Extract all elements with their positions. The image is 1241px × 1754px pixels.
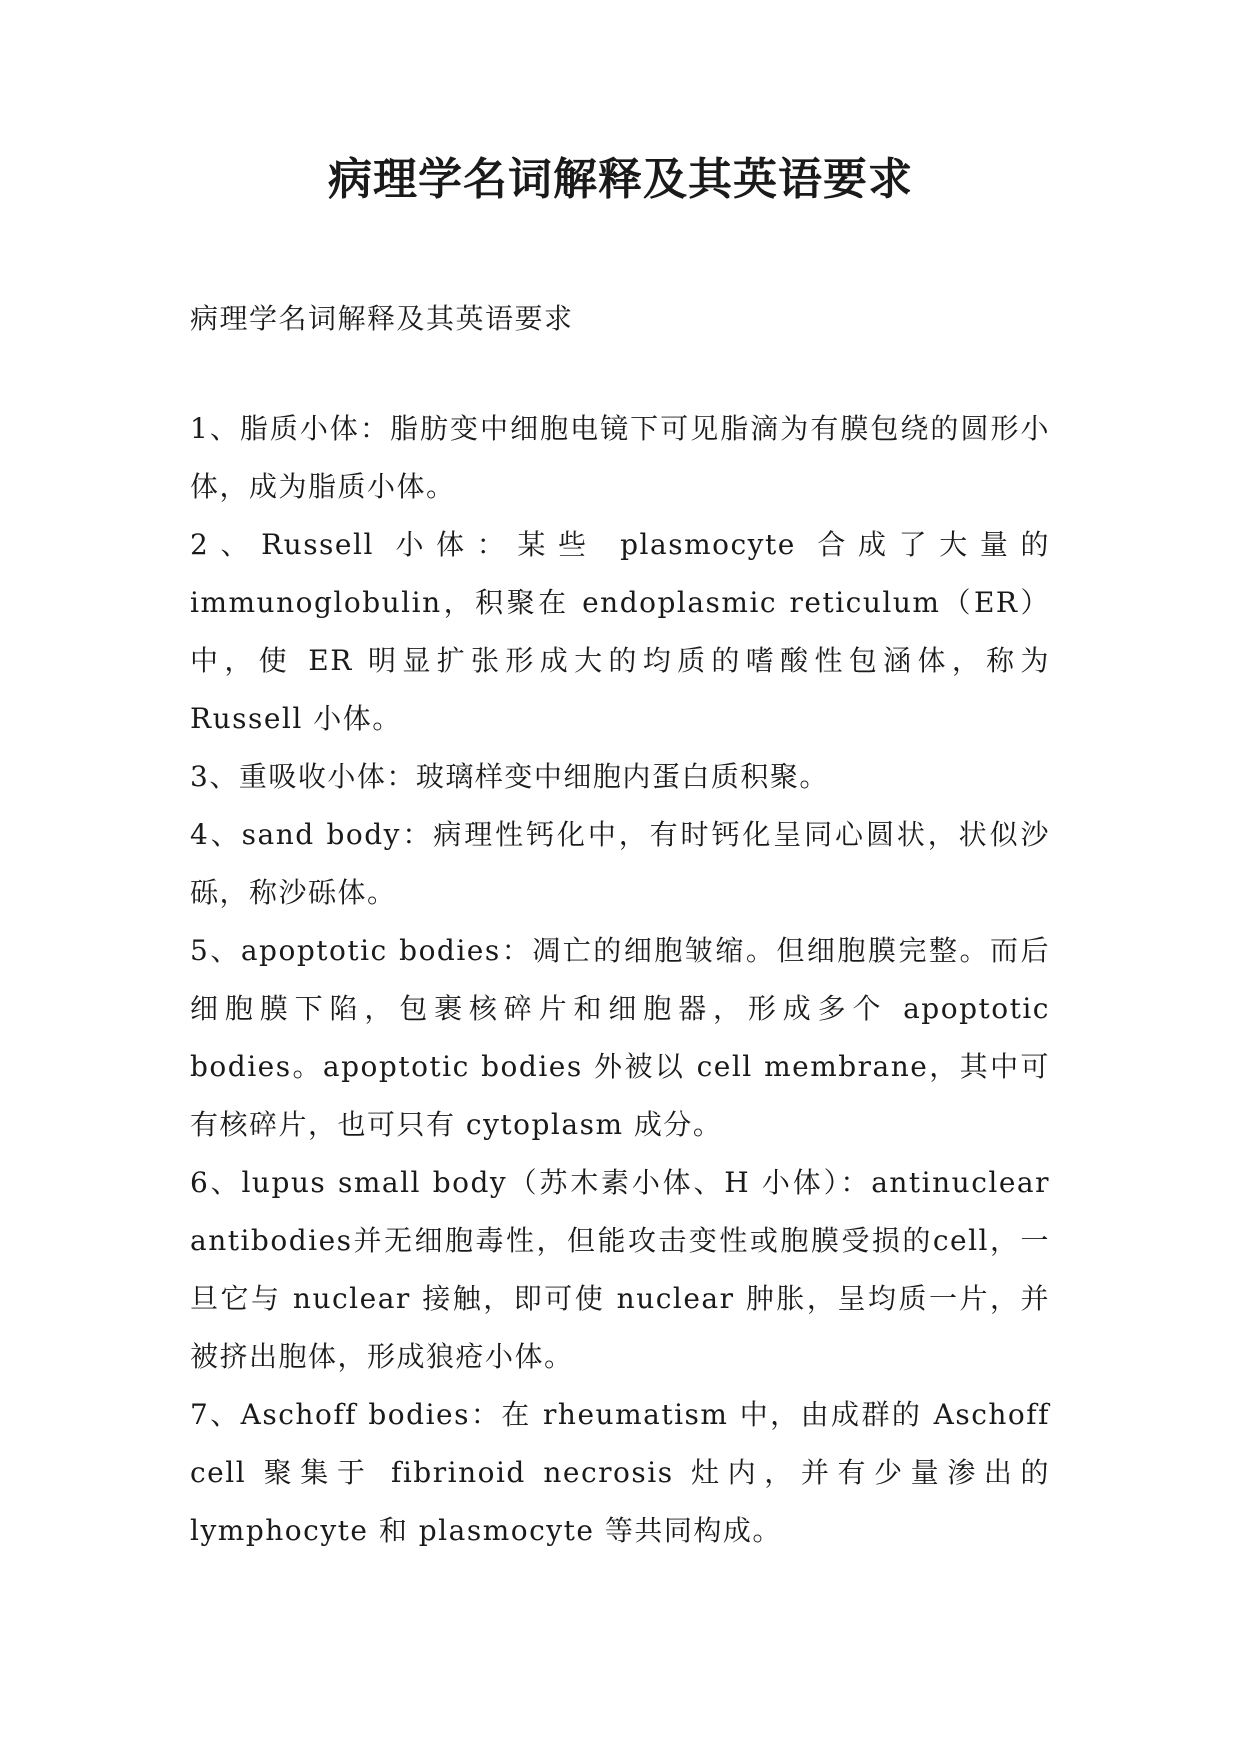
entry-1: 1、脂质小体：脂肪变中细胞电镜下可见脂滴为有膜包绕的圆形小体，成为脂质小体。: [190, 412, 1050, 503]
document-body: [190, 290, 1050, 1560]
entry-2: 2、Russell 小体：某些 plasmocyte 合成了大量的 immunoglobulin，积聚在 endoplasmic reticulum（ER）中，使 ER 明显扩张形成大的均质的嗜酸性包涵体，称为 Russell 小体。: [190, 528, 1050, 735]
entry-3: 3、重吸收小体：玻璃样变中细胞内蛋白质积聚。: [190, 760, 829, 793]
entry-6: 6、lupus small body（苏木素小体、H 小体）：antinuclear antibodies并无细胞毒性，但能攻击变性或胞膜受损的cell，一旦它与 nuclear 接触，即可使 nuclear 肿胀，呈均质一片，并被挤出胞体，形成狼疮小体。: [190, 1166, 1050, 1373]
entry-7: 7、Aschoff bodies：在 rheumatism 中，由成群的 Aschoff cell 聚集于 fibrinoid necrosis 灶内，并有少量渗出的 lymphocyte 和 plasmocyte 等共同构成。: [190, 1398, 1050, 1547]
document-subtitle: 病理学名词解释及其英语要求: [190, 302, 574, 335]
entry-5: 5、apoptotic bodies：凋亡的细胞皱缩。但细胞膜完整。而后细胞膜下陷，包裹核碎片和细胞器，形成多个 apoptotic bodies。apoptotic bodies 外被以 cell membrane，其中可有核碎片，也可只有 cytoplasm 成分。: [190, 934, 1050, 1141]
document-title: 病理学名词解释及其英语要求: [328, 154, 913, 205]
entry-4: 4、sand body：病理性钙化中，有时钙化呈同心圆状，状似沙砾，称沙砾体。: [190, 818, 1050, 909]
